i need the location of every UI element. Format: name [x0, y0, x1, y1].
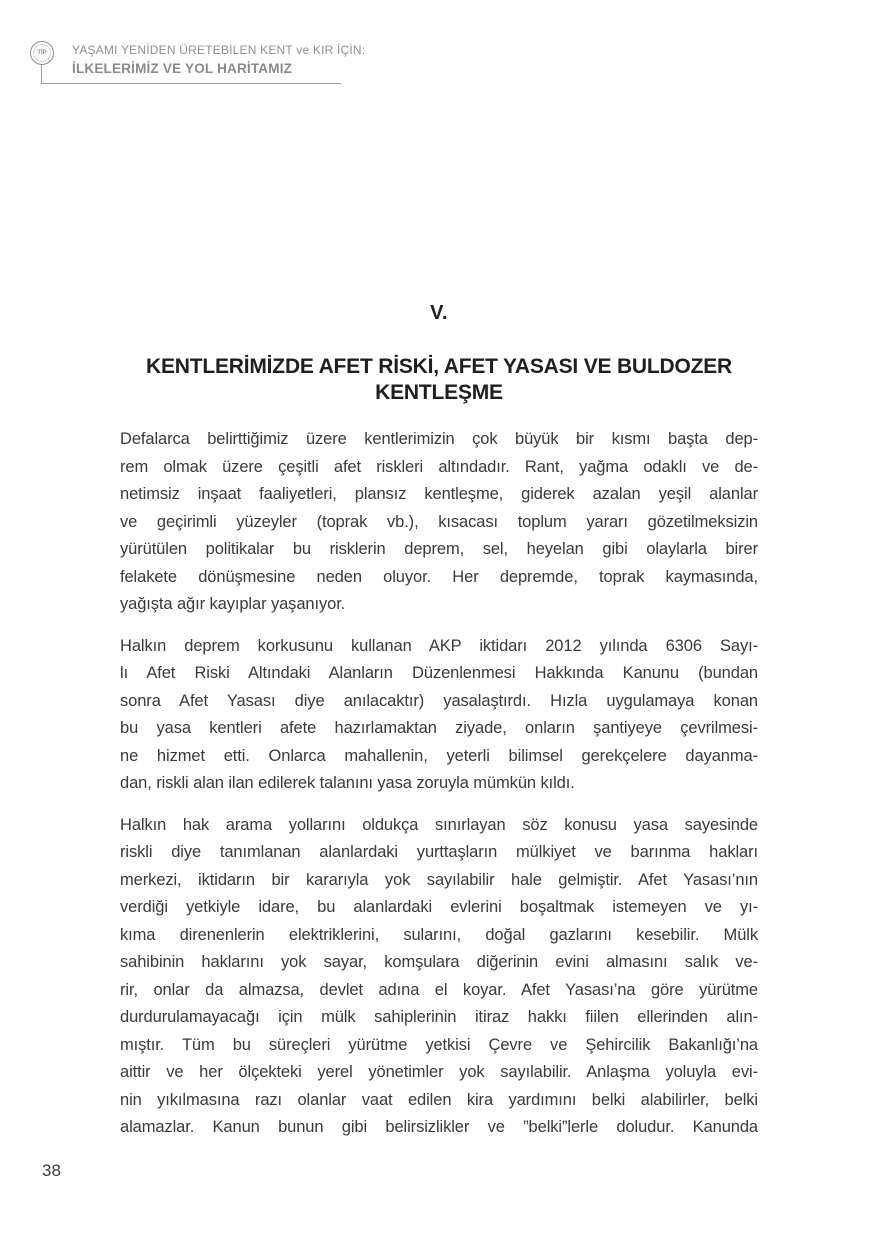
text-line: bu yasa kentleri afete hazırlamaktan ziyade, onların şantiyeye çevrilmesi- [120, 719, 758, 737]
paragraph-3 [120, 812, 758, 1142]
tip-logo-label: TİP [37, 50, 47, 56]
text-line: netimsiz inşaat faaliyetleri, plansız kentleşme, giderek azalan yeşil alanlar [120, 485, 758, 503]
header-subtitle: YAŞAMI YENİDEN ÜRETEBİLEN KENT ve KIR İÇİN: [72, 43, 366, 57]
text-line: rir, onlar da almazsa, devlet adına el koyar. Afet Yasası’na göre yürütme [120, 980, 758, 999]
text-line: alamazlar. Kanun bunun gibi belirsizlikler ve ”belki”lerle doludur. Kanunda [120, 1118, 758, 1136]
text-line: mıştır. Tüm bu süreçleri yürütme yetkisi Çevre ve Şehircilik Bakanlığı’na [120, 1035, 758, 1054]
text-line: kıma direnenlerin elektriklerini, sularını, doğal gazlarını kesebilir. Mülk [120, 925, 758, 944]
text-line: Defalarca belirttiğimiz üzere kentlerimizin çok büyük bir kısmı başta dep- [120, 430, 758, 448]
page-number: 38 [42, 1161, 61, 1180]
text-line: merkezi, iktidarın bir kararıyla yok sayılabilir hale gelmiştir. Afet Yasası’nın [120, 870, 758, 889]
paragraph-1 [120, 426, 758, 619]
text-line: Halkın hak arama yollarını oldukça sınırlayan söz konusu yasa sayesinde [120, 815, 758, 834]
section-title [60, 354, 818, 406]
text-line: Halkın deprem korkusunu kullanan AKP iktidarı 2012 yılında 6306 Sayı- [120, 636, 758, 655]
text-line: durdurulamayacağı için mülk sahiplerinin itiraz hakkı fiilen ellerinden alın- [120, 1008, 758, 1026]
tip-party-logo-icon [30, 41, 54, 65]
text-line: sonra Afet Yasası diye anılacaktır) yasalaştırdı. Hızla uygulamaya konan [120, 691, 758, 710]
text-line: yürütülen politikalar bu risklerin deprem, sel, heyelan gibi olaylarla birer [120, 540, 758, 558]
text-line: felakete dönüşmesine neden oluyor. Her depremde, toprak kaymasında, [120, 567, 758, 586]
page-header [72, 41, 365, 79]
text-line: nin yıkılmasına razı olanlar vaat edilen kira yardımını belki alabilirler, belki [120, 1090, 758, 1109]
text-line: ne hizmet etti. Onlarca mahallenin, yeterli bilimsel gerekçelere dayanma- [120, 746, 758, 765]
text-line: sahibinin haklarını yok sayar, komşulara diğerinin evini almasını salık ve- [120, 953, 758, 971]
paragraph-2 [120, 633, 758, 798]
section-number: V. [430, 302, 448, 324]
text-line: yağışta ağır kayıplar yaşanıyor. [120, 595, 346, 613]
tip-logo-wreath [33, 44, 51, 62]
text-line: dan, riskli alan ilan edilerek talanını yasa zoruyla mümkün kıldı. [120, 774, 575, 792]
text-line: lı Afet Riski Altındaki Alanların Düzenlenmesi Hakkında Kanunu (bundan [120, 664, 758, 682]
section-title-line1: KENTLERİMİZDE AFET RİSKİ, AFET YASASI VE BULDOZER [145, 355, 733, 378]
page-content [120, 426, 758, 1156]
header-title: İLKELERİMİZ VE YOL HARİTAMIZ [72, 61, 293, 76]
text-line: aittir ve her ölçekteki yerel yönetimler yok sayılabilir. Anlaşma yoluyla evi- [120, 1063, 758, 1081]
text-line: riskli diye tanımlanan alanlardaki yurttaşların mülkiyet ve barınma hakları [120, 843, 758, 861]
section-title-line2: KENTLEŞME [375, 381, 503, 404]
text-line: ve geçirimli yüzeyler (toprak vb.), kısacası toplum yararı gözetilmeksizin [120, 512, 758, 531]
text-line: verdiği yetkiyle idare, bu alanlardaki evlerini boşaltmak istemeyen ve yı- [120, 898, 758, 916]
text-line: rem olmak üzere çeşitli afet riskleri altındadır. Rant, yağma odaklı ve de- [120, 457, 758, 476]
